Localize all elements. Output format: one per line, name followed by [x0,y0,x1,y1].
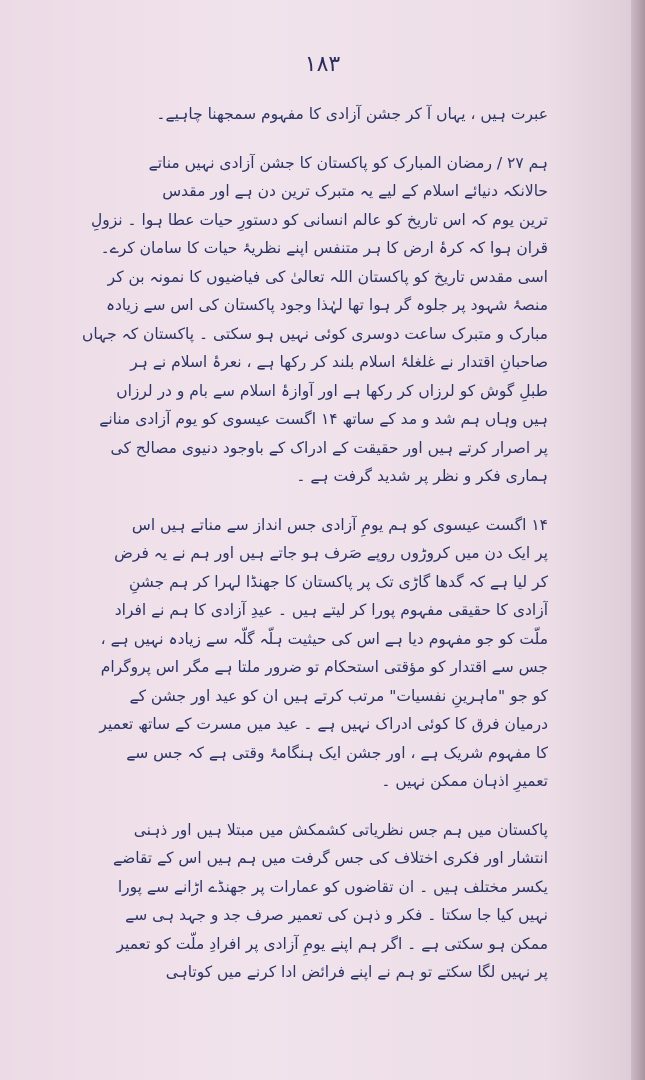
paragraph [78,816,548,987]
text-line: منصۂ شہود پر جلوہ گر ہوا تھا لہٰذا وجود پاکستان کی اس سے زیادہ [105,296,548,314]
text-line: ممکن ہو سکتی ہے ۔ اگر ہم اپنے یومِ آزادی پر افرادِ ملّت کو تعمیر [116,934,548,953]
text-line: ہماری فکر و نظر پر شدید گرفت ہے ۔ [296,467,548,485]
text-line: عبرت ہیں ، یہاں آ کر جشن آزادی کا مفہوم سمجھنا چاہیے۔ [156,105,548,123]
text-line: ملّت کو جو مفہوم دیا ہے اس کی حیثیت ہلّہ گلّہ سے زیادہ نہیں ہے ، [100,629,548,648]
text-line: پر نہیں لگا سکتے تو ہم نے اپنے فرائض ادا کرنے میں کوتاہی [165,963,548,981]
text-line: پر ایک دن میں کروڑوں روپے صَرف ہو جاتے ہیں اور ہم نے یہ فرض [114,544,548,562]
text-line: آزادی کا حقیقی مفہوم پورا کر لیتے ہیں ۔ عیدِ آزادی کا ہم نے افراد [114,601,548,619]
text-line: کو جو "ماہرینِ نفسیات" مرتب کرتے ہیں ان کو عید اور جشن کے [129,686,548,705]
text-line: نہیں کیا جا سکتا ۔ فکر و ذہن کی تعمیر صرف جد و جہد ہی سے [125,906,548,924]
text-line: طبلِ گوش کو لرزاں کر رکھا ہے اور آوازۂ اسلام سے بام و در لرزاں [116,381,548,400]
text-line: یکسر مختلف ہیں ۔ ان تقاضوں کو عمارات پر جھنڈے اڑانے سے پورا [117,877,548,896]
text-line: ترین یوم کہ اس تاریخ کو عالم انسانی کو دستورِ حیات عطا ہوا ۔ نزولِ [90,210,548,229]
text-line: انتشار اور فکری اختلاف کی جس گرفت میں ہم ہیں اس کے تقاضے [112,849,548,867]
body-text [78,100,548,1007]
text-line: قران ہوا کہ کرۂ ارض کا ہر متنفس اپنے نظریۂ حیات کا سامان کرے۔ [100,239,548,257]
text-line: کا مفہوم شریک ہے ، اور جشن ایک ہنگامۂ وقتی ہے کہ جس سے [126,743,548,762]
text-line: پر اصرار کرتے ہیں اور حقیقت کے ادراک کے باوجود دنیوی مصالح کی [110,438,548,457]
text-line: ہیں وہاں ہم شد و مد کے ساتھ ۱۴ اگست عیسوی کو یوم آزادی منانے [99,410,548,428]
text-line: کر لیا ہے کہ گدھا گاڑی تک پر پاکستان کا جھنڈا لہرا کر ہم جشنِ [128,572,548,591]
text-line: اسی مقدس تاریخ کو پاکستان اللہ تعالیٰ کی فیاضیوں کا نمونہ بن کر [107,267,548,286]
paragraph [78,511,548,796]
text-line: جس سے اقتدار کو مؤقتی استحکام تو ضرور ملتا ہے مگر اس پروگرام [100,658,548,676]
text-line: تعمیرِ اذہان ممکن نہیں ۔ [381,772,548,790]
text-line: صاحبانِ اقتدار نے غلغلۂ اسلام بلند کر رکھا ہے ، نعرۂ اسلام نے ہر [130,353,548,371]
page-edge-shadow [631,0,645,1080]
text-line: ہم ۲۷ / رمضان المبارک کو پاکستان کا جشن آزادی نہیں مناتے [148,153,548,172]
paragraph [78,100,548,129]
text-line: مبارک و متبرک ساعت دوسری کوئی نہیں ہو سکتی ۔ پاکستان کہ جہاں [81,324,548,343]
text-line: ۱۴ اگست عیسوی کو ہم یومِ آزادی جس انداز سے مناتے ہیں اس [131,515,548,534]
text-line: حالانکہ دنیائے اسلام کے لیے یہ متبرک ترین دن ہے اور مقدس [162,182,548,200]
paragraph [78,149,548,491]
text-line: درمیان فرق کا کوئی ادراک نہیں ہے ۔ عید میں مسرت کے ساتھ تعمیر [99,715,548,733]
page-number: ۱۸۳ [304,52,341,77]
text-line: پاکستان میں ہم جس نظریاتی کشمکش میں مبتلا ہیں اور ذہنی [133,820,548,839]
